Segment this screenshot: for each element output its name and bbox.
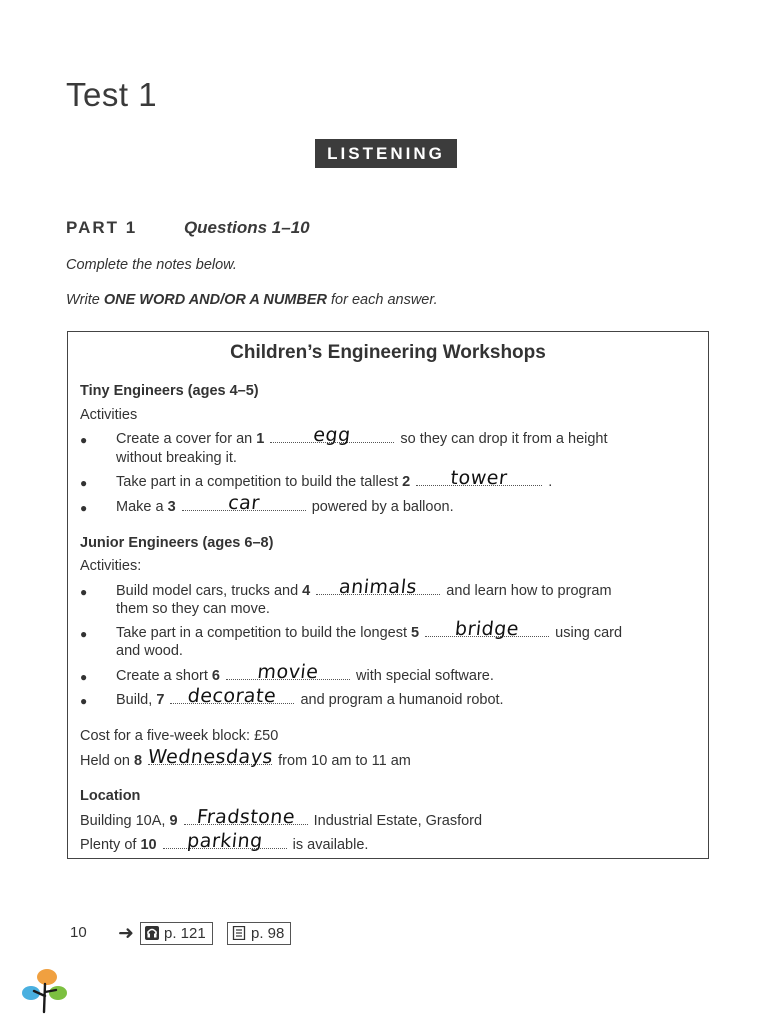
section-banner: LISTENING [315, 139, 457, 168]
audio-reference-link[interactable] [140, 922, 213, 945]
answer-blank-1[interactable] [270, 424, 394, 446]
answer-blank-5[interactable] [425, 618, 549, 640]
document-icon [232, 926, 246, 940]
held-on-line: Held on 8 Wednesdays from 10 am to 11 am [80, 746, 411, 769]
notes-box: Children’s Engineering Workshops Tiny Engineers (ages 4–5) Activities ● Create a cover for an 1 egg so they can drop it from a height without breaking it. ● Take part in a competition to build the tallest 2 tower . ● Make a 3 car powered by a balloon. Junior Engineers (ages 6–8) Activities: ● Build model cars, trucks and 4 animals and learn how to program them so they can move. ● Take part in a competition to build the longest 5 bridge using card and wood. ● Create a short 6 movie with special software. ● Build, 7 decorate and program a humanoid robot. Cost for a five-week block: £50 Held on 8 Wednesdays from 10 am to 11 am Location Building 10A, 9 Fradstone Industrial Estate, Grasford Plenty of 10 parking is available. [67, 331, 709, 859]
answer-blank-10[interactable] [163, 830, 287, 852]
answer-blank-8[interactable] [146, 746, 275, 768]
answer-key-reference-label: p. 98 [251, 925, 285, 942]
answer-1: egg [312, 424, 353, 446]
answer-key-reference-link[interactable] [227, 922, 291, 945]
questions-range: Questions 1–10 [183, 218, 310, 237]
answer-5: bridge [453, 618, 521, 640]
test-title: Test 1 [66, 76, 158, 113]
audio-reference-label: p. 121 [164, 925, 206, 942]
answer-3: car [226, 492, 261, 514]
part-label: PART 1 [66, 218, 138, 237]
instruction-word-limit: Write ONE WORD AND/OR A NUMBER for each answer. [66, 292, 438, 308]
answer-2: tower [449, 467, 509, 489]
instruction-complete: Complete the notes below. [66, 257, 237, 273]
answer-blank-2[interactable] [416, 467, 542, 489]
cost-line: Cost for a five-week block: £50 [80, 728, 279, 744]
tiny-engineers-heading: Tiny Engineers (ages 4–5) [80, 383, 259, 399]
list-item-continued: and wood. [116, 643, 183, 659]
answer-blank-4[interactable] [316, 576, 440, 598]
answer-6: movie [256, 661, 320, 683]
list-item-continued: without breaking it. [116, 450, 237, 466]
answer-blank-9[interactable] [184, 806, 308, 828]
answer-4: animals [338, 576, 419, 598]
answer-blank-7[interactable] [170, 685, 294, 707]
activities-label: Activities [80, 407, 138, 423]
location-line-1: Building 10A, 9 Fradstone Industrial Estate, Grasford [80, 806, 483, 829]
arrow-icon: ➜ [118, 923, 134, 944]
answer-8: Wednesdays [146, 746, 275, 768]
tree-logo-icon [20, 966, 70, 1016]
answer-blank-3[interactable] [182, 492, 306, 514]
page-number: 10 [70, 924, 87, 941]
answer-9: Fradstone [195, 806, 296, 828]
junior-engineers-heading: Junior Engineers (ages 6–8) [80, 535, 274, 551]
location-line-2: Plenty of 10 parking is available. [80, 830, 369, 853]
answer-10: parking [185, 830, 264, 852]
answer-blank-6[interactable] [226, 661, 350, 683]
activities-label: Activities: [80, 558, 142, 574]
list-item-continued: them so they can move. [116, 601, 270, 617]
part-heading [66, 218, 310, 238]
location-heading: Location [80, 788, 141, 804]
notes-title: Children’s Engineering Workshops [230, 342, 546, 363]
headphones-icon [145, 926, 159, 940]
answer-7: decorate [187, 685, 278, 707]
